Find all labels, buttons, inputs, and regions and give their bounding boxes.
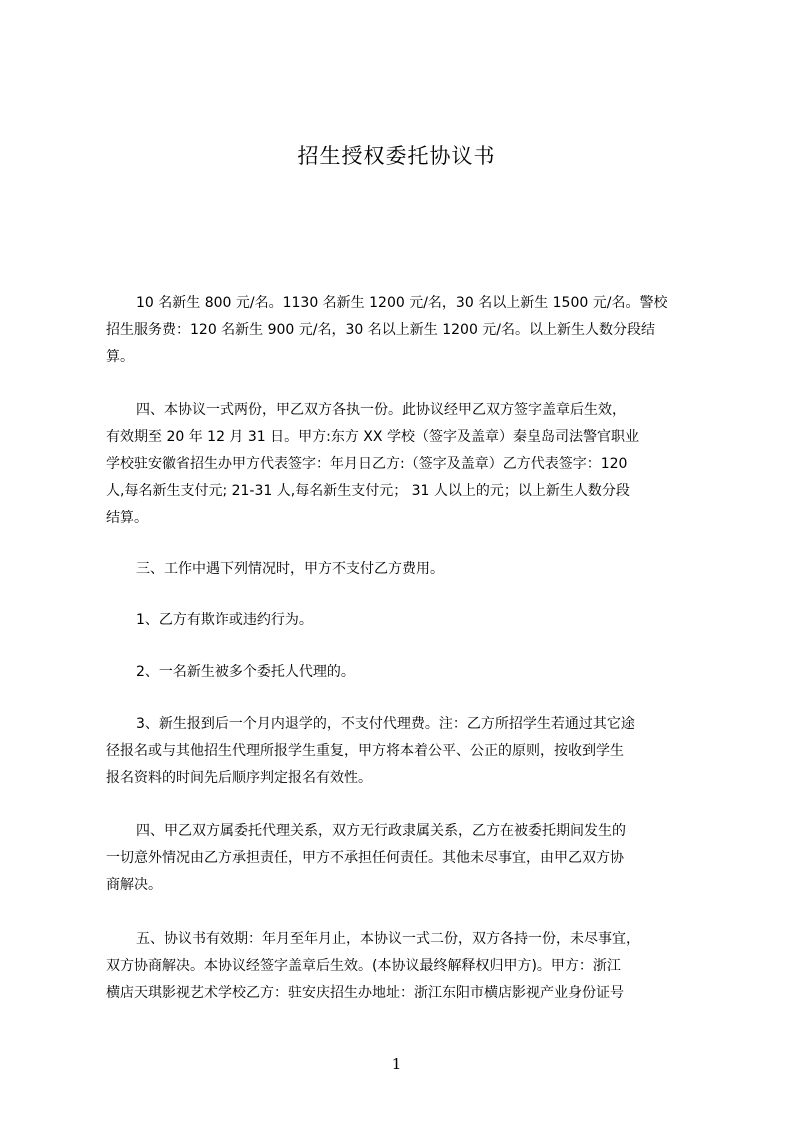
paragraph-line: 2、一名新生被多个委托人代理的。 [136,664,355,680]
paragraph-clause-four-b [106,818,700,899]
paragraph-item-3 [106,711,700,792]
paragraph-item-2 [106,659,700,686]
paragraph-line: 三、工作中遇下列情况时，甲方不支付乙方费用。 [136,561,444,577]
page-number: 1 [391,1055,402,1073]
paragraph-line: 五、协议书有效期：年月至年月止，本协议一式二份，双方各持一份，未尽事宜， [136,931,640,947]
paragraph-line: 有效期至 20 年 12 月 31 日。甲方:东方 XX 学校（签字及盖章）秦皇岛司法警官职业 [106,429,639,445]
paragraph-line: 商解决。 [106,877,162,893]
paragraph-fees [106,290,700,371]
paragraph-line: 学校驻安徽省招生办甲方代表签字：年月日乙方:（签字及盖章）乙方代表签字：120 [106,456,628,472]
paragraph-line: 1、乙方有欺诈或违约行为。 [136,612,313,628]
paragraph-line: 报名资料的时间先后顺序判定报名有效性。 [106,770,372,786]
paragraph-line: 横店天琪影视艺术学校乙方：驻安庆招生办地址：浙江东阳市横店影视产业身份证号 [106,985,624,1001]
paragraph-line: 10 名新生 800 元/名。1130 名新生 1200 元/名，30 名以上新生 1500 元/名。警校 [136,295,668,311]
document-title: 招生授权委托协议书 [297,144,496,168]
paragraph-clause-five [106,926,700,1007]
paragraph-line: 四、本协议一式两份，甲乙双方各执一份。此协议经甲乙双方签字盖章后生效， [136,402,626,418]
paragraph-line: 径报名或与其他招生代理所报学生重复，甲方将本着公平、公正的原则，按收到学生 [106,743,624,759]
paragraph-line: 算。 [106,349,134,365]
paragraph-line: 四、甲乙双方属委托代理关系，双方无行政隶属关系，乙方在被委托期间发生的 [136,823,626,839]
paragraph-line: 一切意外情况由乙方承担责任，甲方不承担任何责任。其他未尽事宜，由甲乙双方协 [106,850,624,866]
paragraph-item-1 [106,607,700,634]
paragraph-line: 人,每名新生支付元; 21-31 人,每名新生支付元； 31 人以上的元；以上新生人数分段 [106,483,630,499]
paragraph-clause-three [106,556,700,583]
paragraph-line: 3、新生报到后一个月内退学的，不支付代理费。注：乙方所招学生若通过其它途 [136,716,635,732]
paragraph-line: 招生服务费：120 名新生 900 元/名，30 名以上新生 1200 元/名。以上新生人数分段结 [106,322,656,338]
paragraph-line: 双方协商解决。本协议经签字盖章后生效。(本协议最终解释权归甲方)。甲方：浙江 [106,958,621,974]
paragraph-clause-four-a [106,397,700,532]
paragraph-line: 结算。 [106,510,148,526]
